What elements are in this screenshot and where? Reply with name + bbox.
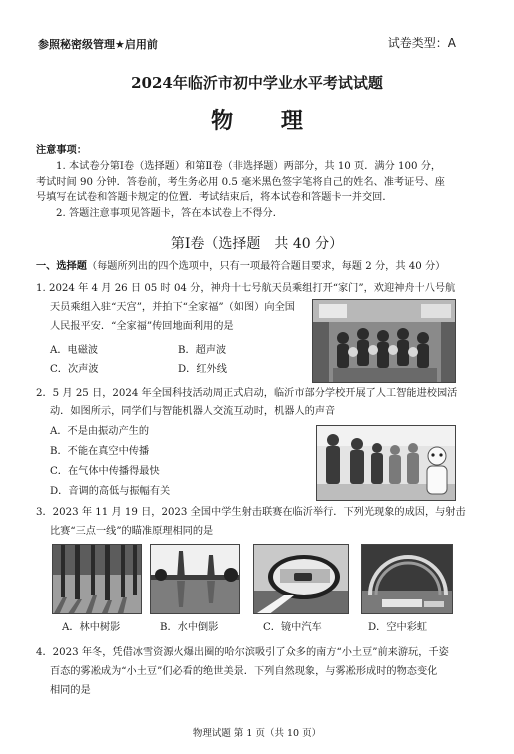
- question-2-option-a: A．不是由振动产生的: [50, 426, 150, 437]
- question-3-option-a: A．林中树影: [62, 622, 121, 633]
- question-1-line-3: 人民报平安．“全家福”传回地面利用的是: [50, 321, 234, 332]
- question-1-line-1: 1. 2024 年 4 月 26 日 05 时 04 分，神舟十七号航天员乘组打开“家门”，欢迎神舟十八号航: [36, 283, 456, 294]
- page-footer: 物理试题 第 1 页（共 10 页）: [192, 728, 322, 739]
- notes-block: [36, 143, 482, 222]
- part-one-heading: [36, 259, 486, 275]
- tree-shadow-photo: [52, 544, 142, 614]
- question-4-line-3: 相同的是: [50, 685, 91, 696]
- question-3-option-d: D．空中彩虹: [368, 622, 428, 633]
- question-1-option-b: B．超声波: [178, 345, 227, 356]
- question-1-line-2: 天员乘组入驻“天宫”，并拍下“全家福”（如图）向全国: [50, 302, 295, 313]
- question-2-line-1: 2．5 月 25 日，2024 年全国科技活动周正式启动，临沂市部分学校开展了人工智能进校园活: [36, 388, 458, 399]
- robot-students-photo: [316, 425, 456, 501]
- question-3-line-1: 3．2023 年 11 月 19 日，2023 全国中学生射击联赛在临沂举行．下列光现象的成因，与射击: [36, 507, 466, 518]
- exam-title: 2024年临沂市初中学业水平考试试题: [131, 74, 383, 92]
- car-mirror-photo: [253, 544, 349, 614]
- question-4-line-1: 4．2023 年冬，凭借冰雪资源火爆出圈的哈尔滨吸引了众多的南方“小土豆”前来游玩，千姿: [36, 647, 449, 658]
- question-3-option-b: B．水中倒影: [160, 622, 219, 633]
- paper-type-label: 试卷类型：A: [387, 36, 456, 50]
- question-2-option-c: C．在气体中传播得最快: [50, 466, 160, 477]
- question-2-line-2: 动．如图所示，同学们与智能机器人交流互动时，机器人的声音: [50, 406, 336, 417]
- question-1-option-d: D．红外线: [178, 364, 227, 375]
- question-2-option-d: D．音调的高低与振幅有关: [50, 486, 171, 497]
- pagoda-reflection-photo: [150, 544, 240, 614]
- confidentiality-label: 参照秘密级管理★启用前: [38, 38, 158, 51]
- notes-item1-line1: 1. 本试卷分第Ⅰ卷（选择题）和第Ⅱ卷（非选择题）两部分，共 10 页．满分 100 分，: [56, 160, 442, 172]
- notes-item2: 2. 答题注意事项见答题卡，答在本试卷上不得分．: [56, 208, 283, 220]
- notes-item1-line3: 号填写在试卷和答题卡规定的位置．考试结束后，将本试卷和答题卡一并交回．: [36, 192, 393, 204]
- question-3-option-c: C．镜中汽车: [263, 622, 322, 633]
- question-1-option-c: C．次声波: [50, 364, 99, 375]
- notes-heading: 注意事项：: [36, 144, 87, 156]
- part-one-desc: （每题所列出的四个选项中，只有一项最符合题目要求，每题 2 分，共 40 分）: [86, 261, 446, 272]
- question-1-option-a: A．电磁波: [50, 345, 99, 356]
- question-2-option-b: B．不能在真空中传播: [50, 446, 150, 457]
- subject-title: 物 理: [211, 108, 323, 134]
- rainbow-sky-photo: [361, 544, 453, 614]
- notes-item1-line2: 考试时间 90 分钟．答卷前，考生务必用 0.5 毫米黑色签字笔将自己的姓名、准考证号、座: [36, 176, 445, 188]
- part-one-title: 一、选择题: [36, 260, 87, 272]
- question-4-line-2: 百态的雾凇成为“小土豆”们必看的绝世美景．下列自然现象，与雾凇形成时的物态变化: [50, 666, 438, 677]
- question-3-line-2: 比赛“三点一线”的瞄准原理相同的是: [50, 526, 214, 537]
- astronaut-group-photo: [312, 299, 456, 383]
- section-heading: 第Ⅰ卷（选择题 共 40 分）: [170, 236, 344, 252]
